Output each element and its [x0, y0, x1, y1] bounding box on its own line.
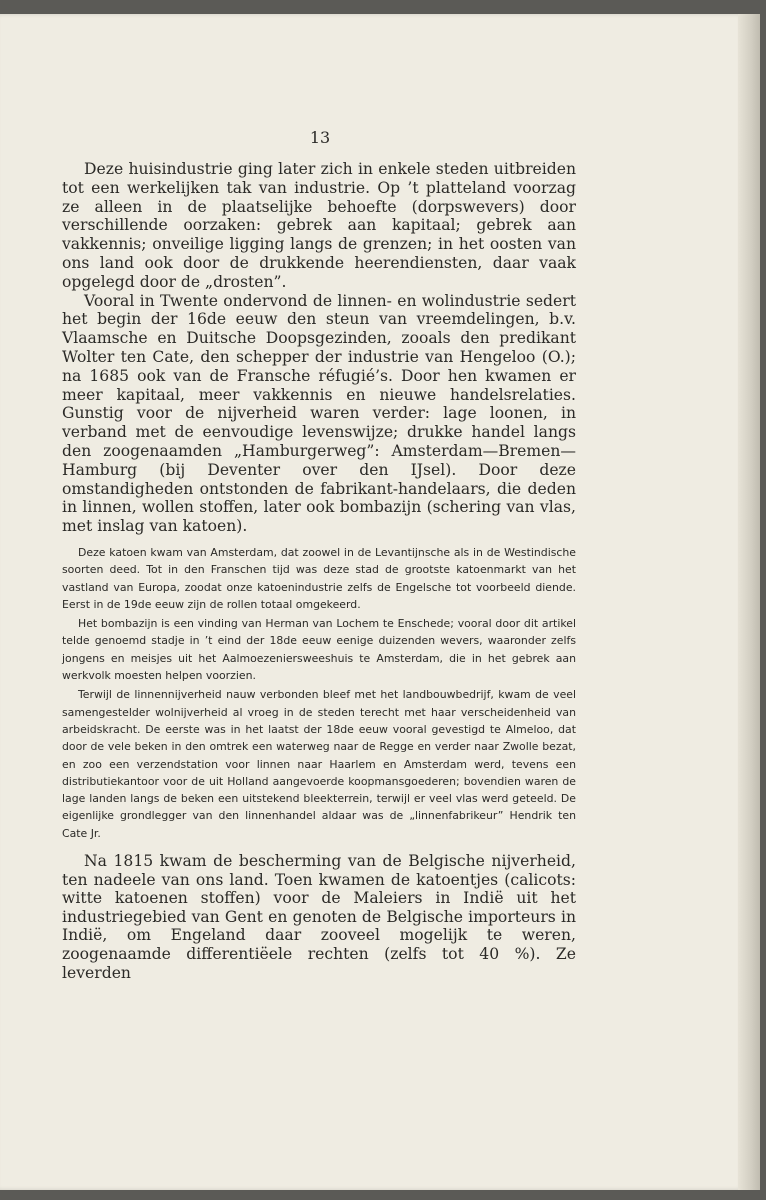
note-paragraph: Het bombazijn is een vinding van Herman van Lochem te Enschede; vooral door dit artikel telde genoemd stadje in ’t eind der 18de eeuw eenige duizenden wevers, waaronder zelfs jongens en meisjes uit het Aalmoezeniersweeshuis te Amsterdam, die in het gebrek aan werkvolk moesten helpen voorzien.: [62, 617, 576, 683]
page-number: 13: [309, 128, 331, 147]
closing-text: [62, 852, 576, 982]
footnotes: [62, 544, 576, 842]
paragraph: Vooral in Twente ondervond de linnen- en wolindustrie sedert het begin der 16de eeuw den steun van vreemdelingen, b.v. Vlaamsche en Duitsche Doopsgezinden, zooals den predikant Wolter ten Cate, den schepper der industrie van Hengeloo (O.); na 1685 ook van de Fransche réfugié’s. Door hen kwamen er meer kapitaal, meer vakkennis en nieuwe handelsrelaties. Gunstig voor de nijverheid waren verder: lage loonen, in verband met de eenvoudige levenswijze; drukke handel langs den zoogenaamden „Hamburgerweg”: Amsterdam—Bremen—Hamburg (bij Deventer over den IJsel). Door deze omstandigheden ontstonden de fabrikant-handelaars, die deden in linnen, wollen stoffen, later ook bombazijn (schering van vlas, met inslag van katoen).: [62, 291, 576, 536]
page-text: [62, 160, 576, 982]
note-paragraph: Deze katoen kwam van Amsterdam, dat zoowel in de Levantijnsche als in de Westindische soorten deed. Tot in den Franschen tijd was deze stad de grootste katoenmarkt van het vastland van Europa, zoodat onze katoenindustrie zelfs de Engelsche tot voorbeeld diende. Eerst in de 19de eeuw zijn de rollen totaal omgekeerd.: [62, 545, 576, 611]
page-fold-shadow: [738, 14, 760, 1190]
main-text: [62, 160, 576, 536]
paragraph: Deze huisindustrie ging later zich in enkele steden uitbreiden tot een werkelijken tak van industrie. Op ’t platteland voorzag ze alleen in de plaatselijke behoefte (dorpswevers) door verschillende oorzaken: gebrek aan kapitaal; gebrek aan vakkennis; onveilige ligging langs de grenzen; in het oosten van ons land ook door de drukkende heerendiensten, daar vaak opgelegd door de „drosten”.: [62, 160, 576, 291]
paragraph: Na 1815 kwam de bescherming van de Belgische nijverheid, ten nadeele van ons land. Toen kwamen de katoentjes (calicots: witte katoenen stoffen) voor de Maleiers in Indië uit het industriegebied van Gent en genoten de Belgische importeurs in Indië, om Engeland daar zooveel mogelijk te weren, zoogenaamde differentiëele rechten (zelfs tot 40 %). Ze leverden: [62, 851, 576, 982]
note-paragraph: Terwijl de linnennijverheid nauw verbonden bleef met het landbouwbedrijf, kwam de veel samengestelder wolnijverheid al vroeg in de steden terecht met haar verscheidenheid van arbeidskracht. De eerste was in het laatst der 18de eeuw vooral gevestigd te Almeloo, dat door de vele beken in den omtrek een waterweg naar de Regge en verder naar Zwolle bezat, en zoo een verzendstation voor linnen naar Haarlem en Amsterdam werd, tevens een distributiekantoor voor de uit Holland aangevoerde koopmansgoederen; bovendien waren de lage landen langs de beken een uitstekend bleekterrein, terwijl er veel vlas werd geteeld. De eigenlijke grondlegger van den linnenhandel aldaar was de „linnenfabrikeur” Hendrik ten Cate Jr.: [62, 688, 576, 840]
